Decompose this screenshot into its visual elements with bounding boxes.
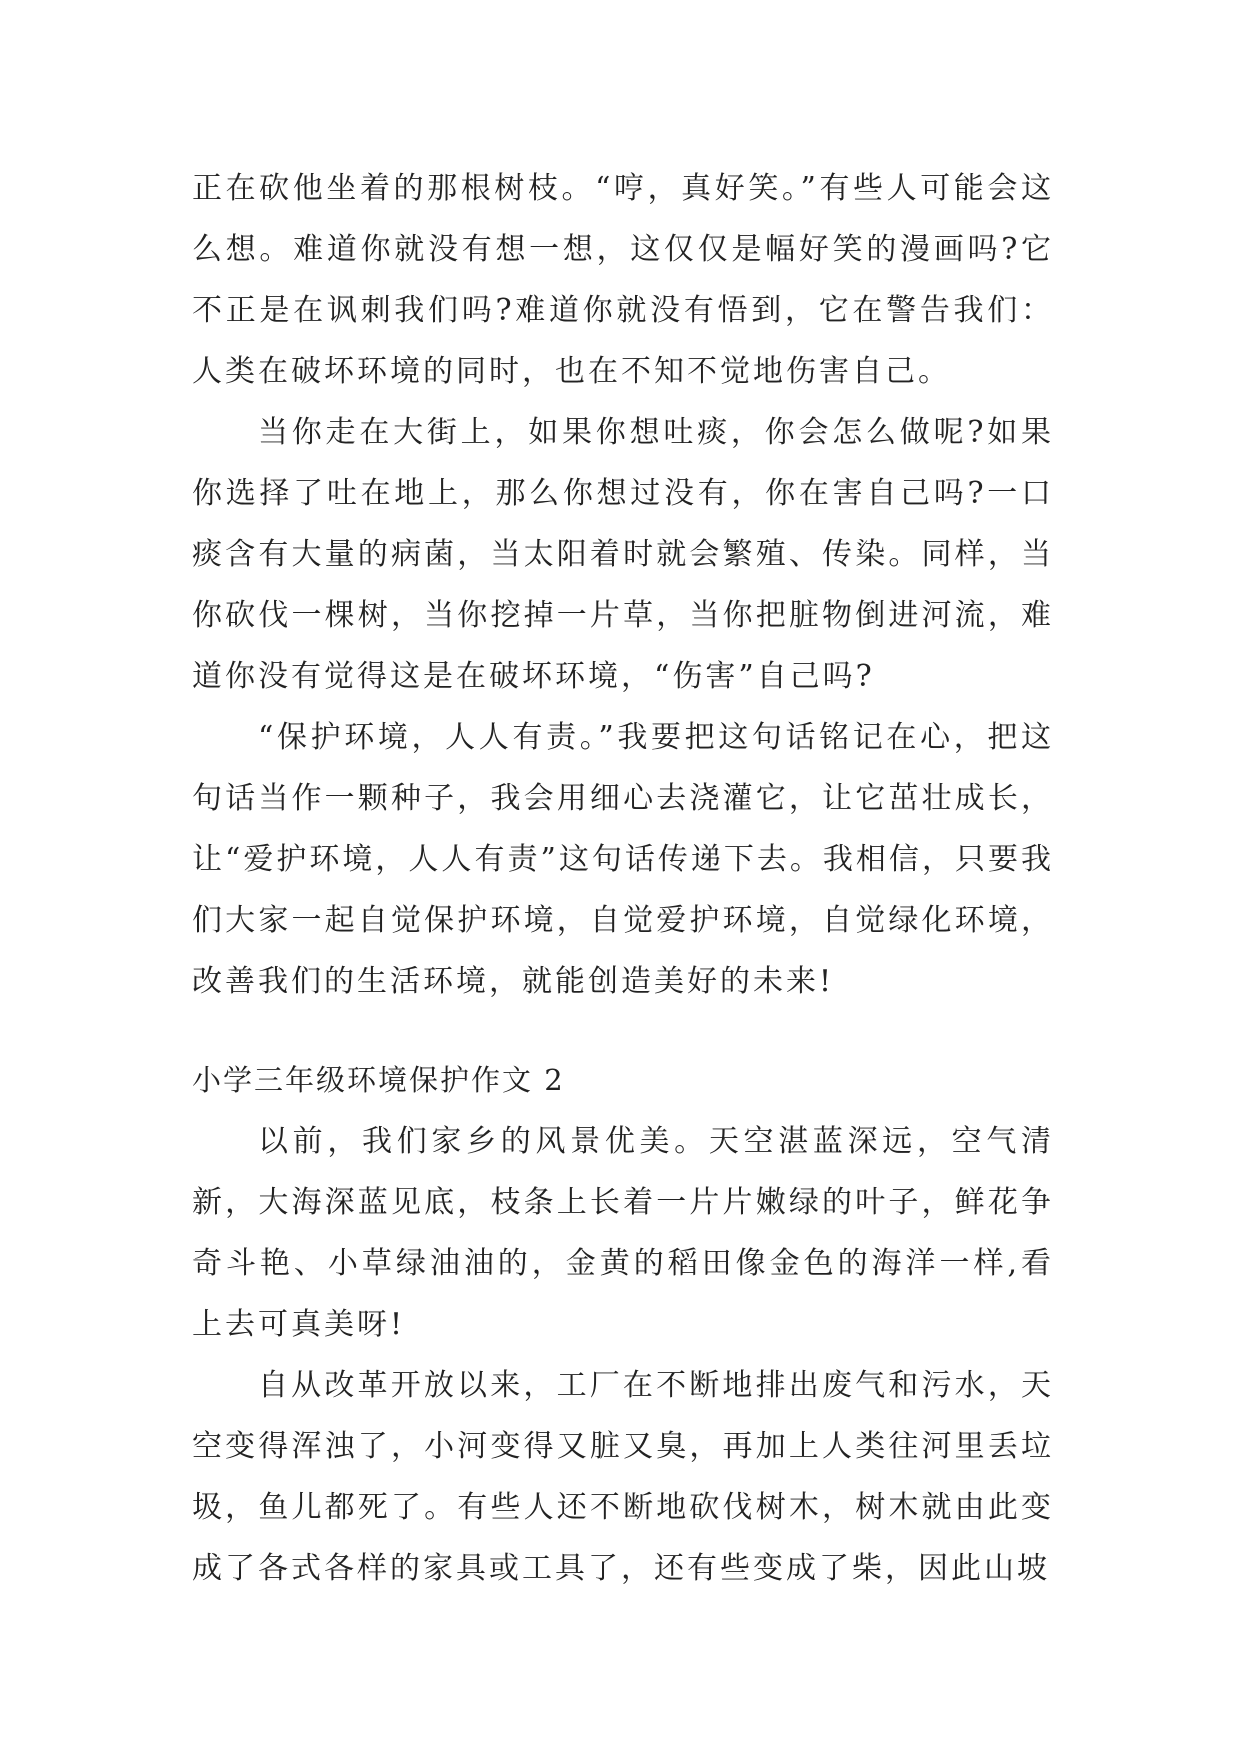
paragraph-2: 当你走在大街上，如果你想吐痰，你会怎么做呢?如果你选择了吐在地上，那么你想过没有，你在害自己吗?一口痰含有大量的病菌，当太阳着时就会繁殖、传染。同样，当你砍伐一棵树，当你挖掉一片草，当你把脏物倒进河流，难道你没有觉得这是在破坏环境，“伤害”自己吗? <box>192 415 1054 694</box>
paragraph-1: 正在砍他坐着的那根树枝。“哼，真好笑。”有些人可能会这么想。难道你就没有想一想，这仅仅是幅好笑的漫画吗?它不正是在讽刺我们吗?难道你就没有悟到，它在警告我们：人类在破坏环境的同时，也在不知不觉地伤害自己。 <box>192 171 1054 389</box>
paragraph-4: 以前，我们家乡的风景优美。天空湛蓝深远，空气清新，大海深蓝见底，枝条上长着一片片嫩绿的叶子，鲜花争奇斗艳、小草绿油油的，金黄的稻田像金色的海洋一样,看上去可真美呀! <box>192 1124 1054 1342</box>
section-heading: 小学三年级环境保护作文 2 <box>192 1063 565 1097</box>
document-body <box>192 158 1054 1599</box>
paragraph-3: “保护环境，人人有责。”我要把这句话铭记在心，把这句话当作一颗种子，我会用细心去浇灌它，让它茁壮成长，让“爱护环境，人人有责”这句话传递下去。我相信，只要我们大家一起自觉保护环境，自觉爱护环境，自觉绿化环境，改善我们的生活环境，就能创造美好的未来! <box>192 720 1054 999</box>
paragraph-5: 自从改革开放以来，工厂在不断地排出废气和污水，天空变得浑浊了，小河变得又脏又臭，再加上人类往河里丢垃圾，鱼儿都死了。有些人还不断地砍伐树木，树木就由此变成了各式各样的家具或工具了，还有些变成了柴，因此山坡 <box>192 1368 1054 1586</box>
